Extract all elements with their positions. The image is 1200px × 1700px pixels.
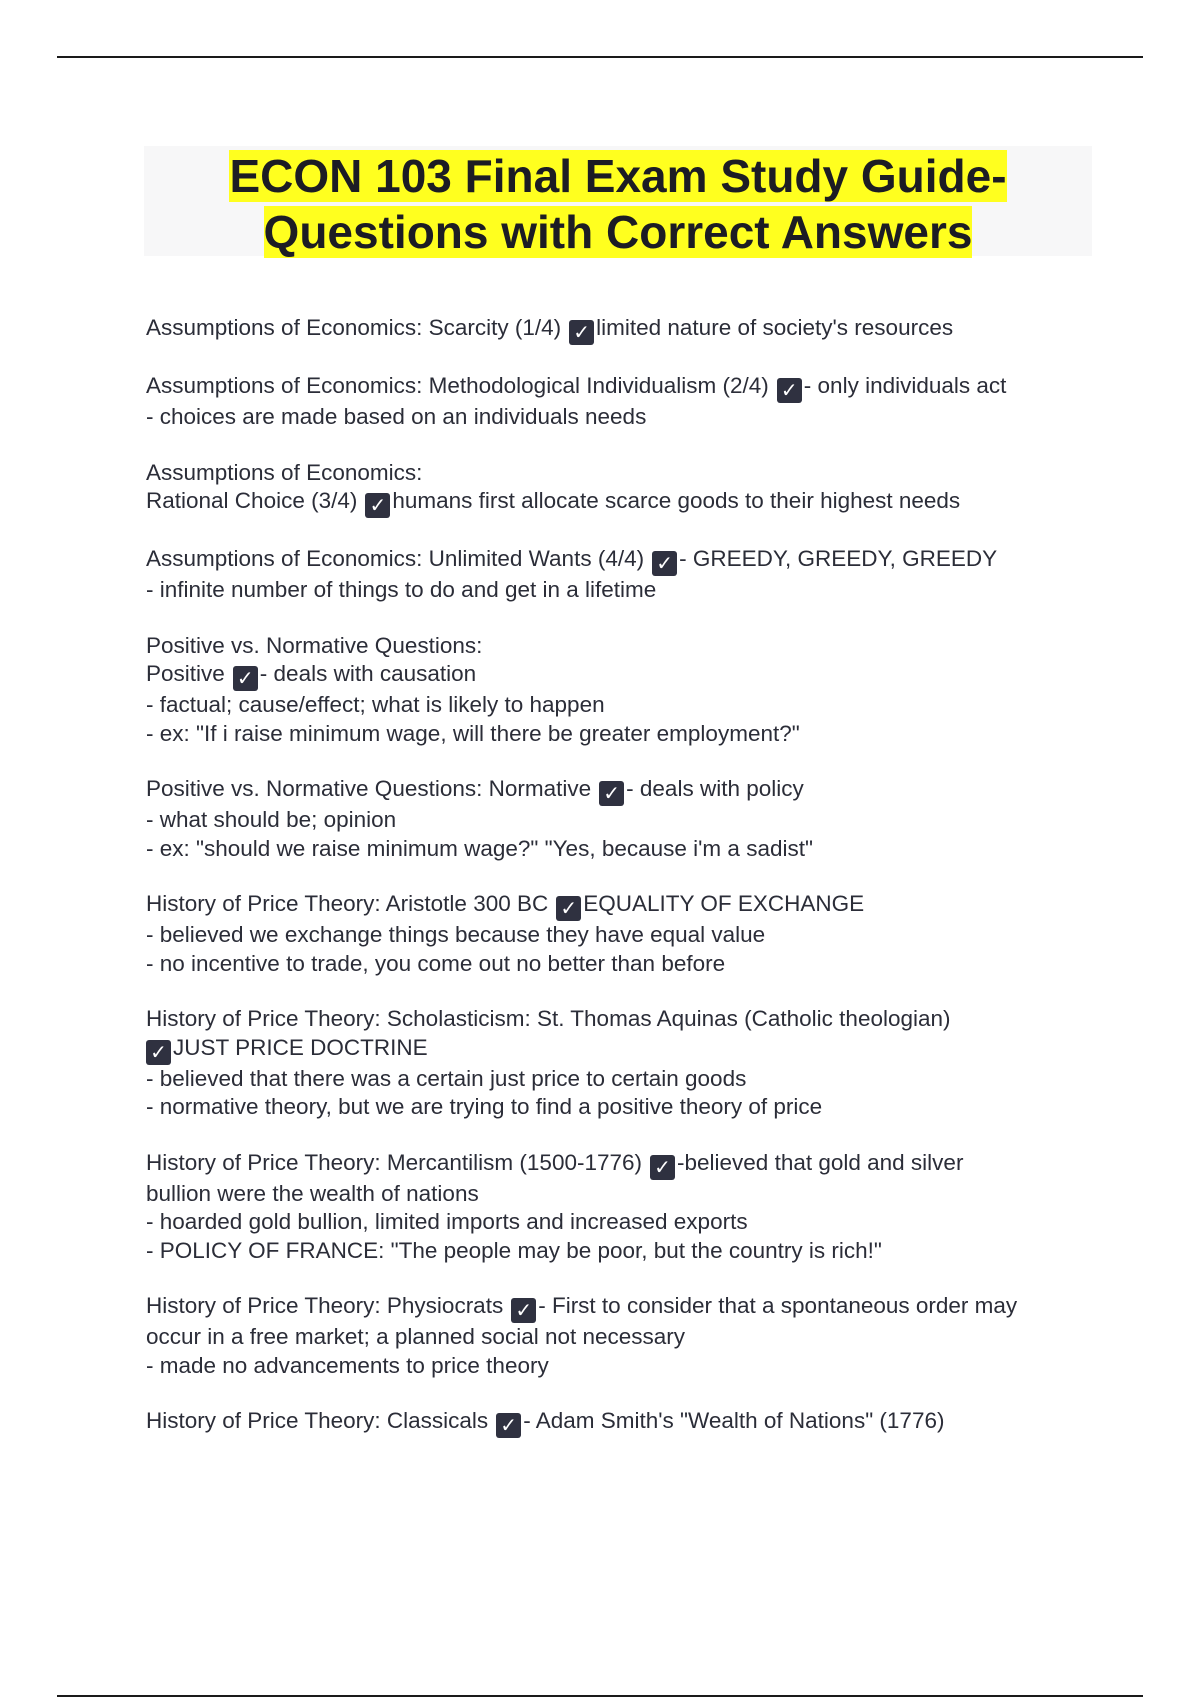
answer-text: - only individuals act <box>803 373 1007 398</box>
question-text: Rational Choice (3/4) <box>146 488 358 513</box>
qa-item <box>146 890 1106 978</box>
title-line-2: Questions with Correct Answers <box>263 206 973 258</box>
check-icon: ✓ <box>365 493 390 518</box>
answer-detail: - POLICY OF FRANCE: "The people may be poor, but the country is rich!" <box>146 1237 882 1263</box>
answer-detail: - hoarded gold bullion, limited imports and increased exports <box>146 1209 748 1234</box>
question-text: Positive vs. Normative Questions: Normative <box>146 776 592 801</box>
answer-text: JUST PRICE DOCTRINE <box>173 1034 428 1060</box>
question-text: Assumptions of Economics: Unlimited Wants (4/4) <box>146 546 645 571</box>
answer-detail: - no incentive to trade, you come out no better than before <box>146 950 726 976</box>
document-title <box>144 146 1092 260</box>
check-icon: ✓ <box>556 896 581 921</box>
check-icon: ✓ <box>511 1298 536 1323</box>
answer-text: - GREEDY, GREEDY, GREEDY <box>679 546 998 571</box>
answer-text: - First to consider that a spontaneous order may <box>538 1293 1018 1318</box>
qa-item <box>146 1292 1106 1380</box>
qa-item <box>146 1407 1106 1438</box>
answer-text: EQUALITY OF EXCHANGE <box>583 891 865 916</box>
question-text: History of Price Theory: Scholasticism: St. Thomas Aquinas (Catholic theologian) <box>146 1006 951 1031</box>
question-text: History of Price Theory: Classicals <box>146 1408 489 1433</box>
question-text: History of Price Theory: Aristotle 300 BC <box>146 891 549 916</box>
check-icon: ✓ <box>569 320 594 345</box>
answer-continuation: bullion were the wealth of nations <box>146 1180 479 1206</box>
question-text: History of Price Theory: Mercantilism (1500-1776) <box>146 1149 643 1175</box>
question-text: Assumptions of Economics: Scarcity (1/4) <box>146 315 562 340</box>
check-icon: ✓ <box>652 551 677 576</box>
answer-continuation: occur in a free market; a planned social not necessary <box>146 1324 686 1349</box>
answer-text: - deals with causation <box>259 661 477 686</box>
answer-detail: - infinite number of things to do and get in a lifetime <box>146 577 657 602</box>
question-text: History of Price Theory: Physiocrats <box>146 1293 504 1318</box>
check-icon: ✓ <box>777 378 802 403</box>
qa-list <box>146 314 1106 1465</box>
answer-text: humans first allocate scarce goods to their highest needs <box>392 488 961 513</box>
check-icon: ✓ <box>599 781 624 806</box>
top-rule <box>57 56 1143 58</box>
answer-text: - deals with policy <box>626 776 804 801</box>
question-prefix: Positive vs. Normative Questions: <box>146 632 483 658</box>
title-box <box>144 146 1092 256</box>
answer-detail: - believed we exchange things because they have equal value <box>146 922 766 947</box>
title-line-1: ECON 103 Final Exam Study Guide- <box>229 150 1007 202</box>
answer-text: - Adam Smith's "Wealth of Nations" (1776) <box>523 1408 945 1433</box>
qa-item <box>146 459 1106 519</box>
check-icon: ✓ <box>233 666 258 691</box>
answer-detail: - what should be; opinion <box>146 807 397 832</box>
answer-text: -believed that gold and silver <box>677 1149 964 1175</box>
qa-item <box>146 372 1106 432</box>
answer-detail: - ex: "should we raise minimum wage?" "Yes, because i'm a sadist" <box>146 835 813 861</box>
answer-text: limited nature of society's resources <box>596 315 954 340</box>
check-icon: ✓ <box>496 1413 521 1438</box>
answer-detail: - made no advancements to price theory <box>146 1352 549 1378</box>
bottom-rule <box>57 1695 1143 1697</box>
question-text: Assumptions of Economics: Methodological Individualism (2/4) <box>146 373 769 398</box>
qa-item <box>146 1005 1106 1122</box>
question-text: Positive <box>146 661 225 686</box>
qa-item <box>146 1149 1106 1266</box>
answer-detail: - choices are made based on an individuals needs <box>146 404 647 429</box>
qa-item <box>146 632 1106 749</box>
check-icon: ✓ <box>146 1040 171 1065</box>
answer-detail: - ex: "If i raise minimum wage, will there be greater employment?" <box>146 720 800 746</box>
qa-item <box>146 775 1106 863</box>
answer-detail: - normative theory, but we are trying to find a positive theory of price <box>146 1094 823 1119</box>
qa-item <box>146 545 1106 605</box>
answer-detail: - factual; cause/effect; what is likely to happen <box>146 692 605 717</box>
question-prefix: Assumptions of Economics: <box>146 459 423 485</box>
qa-item <box>146 314 1106 345</box>
answer-detail: - believed that there was a certain just price to certain goods <box>146 1065 747 1091</box>
check-icon: ✓ <box>650 1155 675 1180</box>
